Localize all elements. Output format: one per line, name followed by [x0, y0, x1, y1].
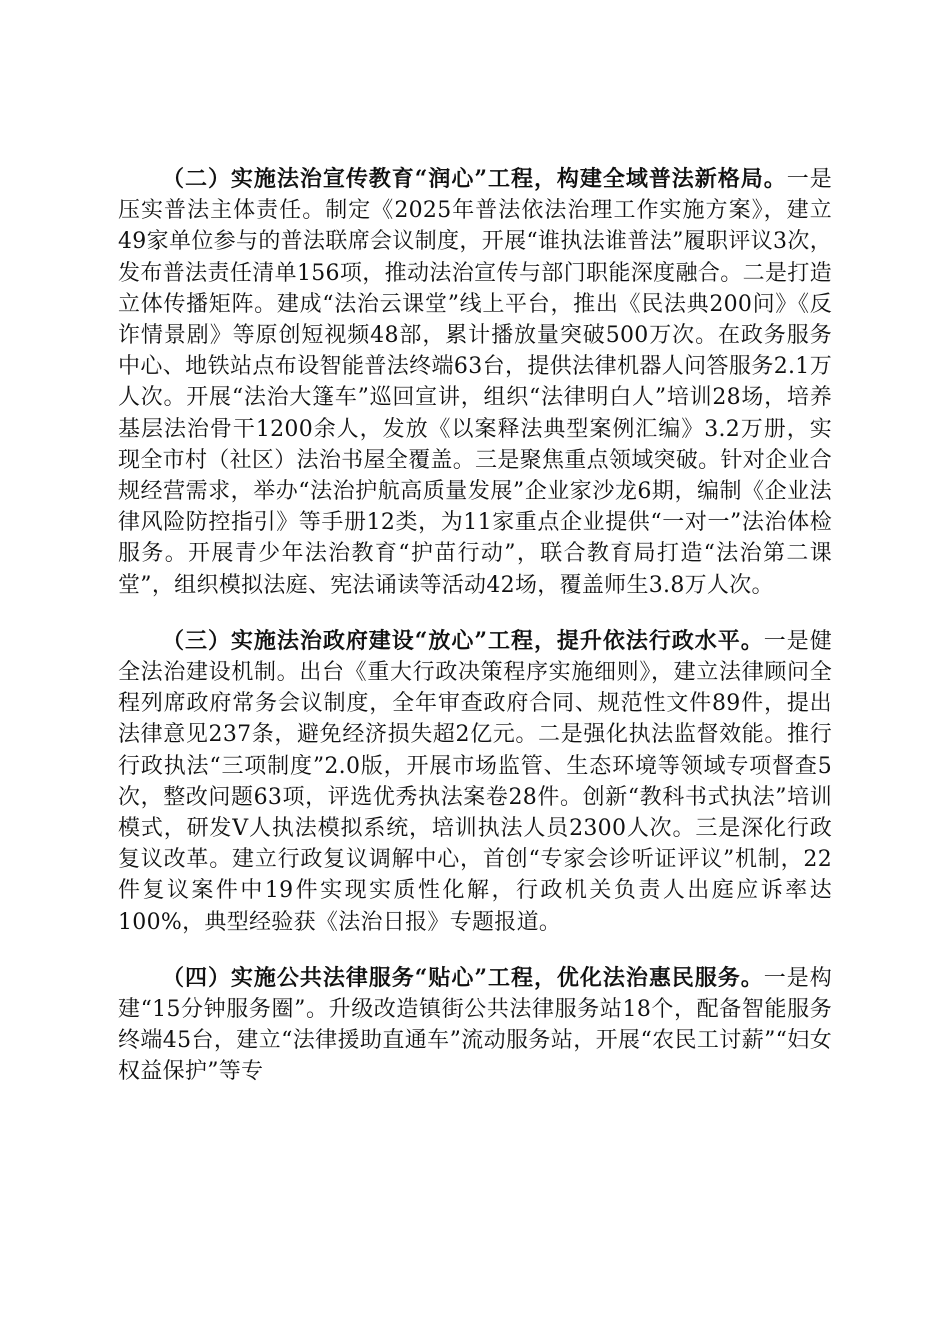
section-heading-4: （四）实施公共法律服务“贴心”工程，优化法治惠民服务。 [162, 964, 764, 991]
section-heading-3: （三）实施法治政府建设“放心”工程，提升依法行政水平。 [162, 627, 764, 654]
document-page [118, 164, 832, 1088]
section-paragraph-4 [118, 963, 832, 1088]
section-body-2: 一是压实普法主体责任。制定《2025年普法依法治理工作实施方案》，建立49家单位参与的普法联席会议制度，开展“谁执法谁普法”履职评议3次，发布普法责任清单156项，推动法治宣传与部门职能深度融合。二是打造立体传播矩阵。建成“法治云课堂”线上平台，推出《民法典200问》《反诈情景剧》等原创短视频48部，累计播放量突破500万次。在政务服务中心、地铁站点布设智能普法终端63台，提供法律机器人问答服务2.1万人次。开展“法治大篷车”巡回宣讲，组织“法律明白人”培训28场，培养基层法治骨干1200余人，发放《以案释法典型案例汇编》3.2万册，实现全市村（社区）法治书屋全覆盖。三是聚焦重点领域突破。针对企业合规经营需求，举办“法治护航高质量发展”企业家沙龙6期，编制《企业法律风险防控指引》等手册12类，为11家重点企业提供“一对一”法治体检服务。开展青少年法治教育“护苗行动”，联合教育局打造“法治第二课堂”，组织模拟法庭、宪法诵读等活动42场，覆盖师生3.8万人次。 [118, 167, 832, 598]
section-paragraph-3 [118, 626, 832, 938]
section-body-4: 一是构建“15分钟服务圈”。升级改造镇街公共法律服务站18个，配备智能服务终端45台，建立“法律援助直通车”流动服务站，开展“农民工讨薪”“妇女权益保护”等专 [118, 965, 832, 1085]
section-paragraph-2 [118, 164, 832, 601]
section-body-3: 一是健全法治建设机制。出台《重大行政决策程序实施细则》，建立法律顾问全程列席政府常务会议制度，全年审查政府合同、规范性文件89件，提出法律意见237条，避免经济损失超2亿元。二是强化执法监督效能。推行行政执法“三项制度”2.0版，开展市场监管、生态环境等领域专项督查5次，整改问题63项，评选优秀执法案卷28件。创新“教科书式执法”培训模式，研发V人执法模拟系统，培训执法人员2300人次。三是深化行政复议改革。建立行政复议调解中心，首创“专家会诊听证评议”机制，22件复议案件中19件实现实质性化解，行政机关负责人出庭应诉率达100%，典型经验获《法治日报》专题报道。 [118, 628, 832, 935]
section-heading-2: （二）实施法治宣传教育“润心”工程，构建全域普法新格局。 [162, 166, 787, 192]
